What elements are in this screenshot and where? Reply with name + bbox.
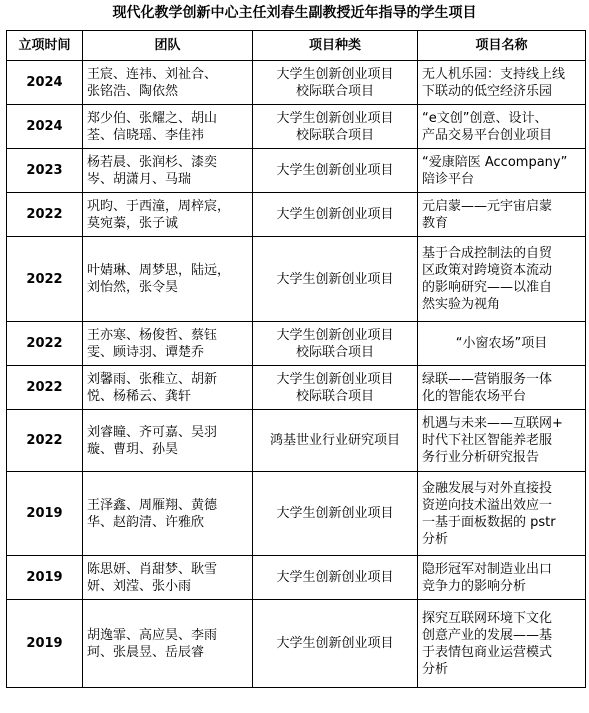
table-row bbox=[7, 322, 586, 366]
cell-team-line: 莫宛蓁，张子诚 bbox=[87, 215, 179, 231]
cell-name-line: 金融发展与对外直接投 bbox=[422, 480, 553, 496]
cell-type-line: 大学生创新创业项目 bbox=[276, 570, 394, 585]
page-title: 现代化教学创新中心主任刘春生副教授近年指导的学生项目 bbox=[112, 5, 477, 21]
cell-team-line: 王泽鑫、周雁翔、黄德 bbox=[87, 497, 218, 513]
table-row bbox=[7, 193, 586, 237]
cell-name-line: 化的智能农场平台 bbox=[422, 388, 527, 404]
cell-team-line: 杨若晨、张润杉、漆奕 bbox=[87, 154, 218, 170]
cell-type bbox=[253, 105, 418, 149]
cell-name-line: 隐形冠军对制造业出口 bbox=[422, 561, 553, 577]
cell-name bbox=[418, 600, 586, 688]
cell-name-line: 教育 bbox=[422, 215, 449, 231]
cell-team-line: 悦、杨稀云、龚轩 bbox=[87, 388, 192, 404]
cell-name-line: “小窗农场”项目 bbox=[455, 336, 548, 351]
cell-year: 2022 bbox=[7, 366, 83, 410]
cell-name-line: 区政策对跨境资本流动 bbox=[422, 263, 553, 278]
cell-year: 2022 bbox=[7, 322, 83, 366]
cell-year: 2019 bbox=[7, 472, 83, 556]
cell-type-line: 校际联合项目 bbox=[295, 388, 374, 404]
cell-type-line: 大学生创新创业项目 bbox=[276, 636, 394, 651]
cell-year: 2022 bbox=[7, 410, 83, 472]
header-type: 项目种类 bbox=[253, 31, 418, 61]
cell-name-line: 产品交易平台创业项目 bbox=[422, 127, 553, 143]
cell-team-line: 刘怡然，张令昊 bbox=[87, 280, 179, 295]
table-row bbox=[7, 366, 586, 410]
table-body bbox=[7, 61, 586, 688]
cell-name bbox=[418, 193, 586, 237]
cell-name bbox=[418, 237, 586, 322]
cell-name bbox=[418, 105, 586, 149]
cell-year: 2019 bbox=[7, 600, 83, 688]
cell-type-line: 校际联合项目 bbox=[295, 127, 374, 143]
cell-team bbox=[83, 556, 253, 600]
cell-team bbox=[83, 61, 253, 105]
cell-team bbox=[83, 366, 253, 410]
cell-name bbox=[418, 556, 586, 600]
cell-name-line: 下联动的低空经济乐园 bbox=[422, 83, 553, 99]
cell-type-line: 鸿基世业行业研究项目 bbox=[269, 433, 400, 448]
cell-team bbox=[83, 410, 253, 472]
cell-team-line: 华、赵韵清、许雅欣 bbox=[87, 514, 205, 530]
cell-type bbox=[253, 193, 418, 237]
cell-team-line: 雯、顾诗羽、谭楚乔 bbox=[87, 344, 205, 360]
cell-name-line: 创意产业的发展——基 bbox=[422, 627, 553, 643]
cell-name bbox=[418, 149, 586, 193]
table-row bbox=[7, 105, 586, 149]
cell-name-line: 分析 bbox=[422, 661, 449, 677]
cell-team-line: 王宸、连祎、刘祉合、 bbox=[87, 66, 218, 82]
cell-type bbox=[253, 237, 418, 322]
cell-team bbox=[83, 237, 253, 322]
cell-team-line: 妍、刘滢、张小雨 bbox=[87, 578, 192, 594]
projects-table bbox=[6, 30, 586, 688]
cell-team bbox=[83, 193, 253, 237]
cell-name bbox=[418, 410, 586, 472]
cell-team-line: 荃、信晓瑶、李佳祎 bbox=[87, 127, 205, 143]
cell-team-line: 岑、胡潇月、马瑞 bbox=[87, 171, 192, 187]
cell-team-line: 陈思妍、肖甜梦、耿雪 bbox=[87, 561, 218, 577]
cell-team-line: 王亦寒、杨俊哲、蔡钰 bbox=[87, 327, 218, 343]
cell-type-line: 大学生创新创业项目 bbox=[276, 163, 394, 178]
cell-name-line: 机遇与未来——互联网+ bbox=[422, 416, 563, 431]
cell-name-line: 陪诊平台 bbox=[422, 171, 475, 187]
cell-type-line: 大学生创新创业项目 bbox=[276, 110, 394, 126]
cell-type bbox=[253, 149, 418, 193]
table-row bbox=[7, 149, 586, 193]
cell-team bbox=[83, 149, 253, 193]
cell-type-line: 校际联合项目 bbox=[295, 83, 374, 99]
cell-type bbox=[253, 366, 418, 410]
cell-name bbox=[418, 366, 586, 410]
cell-name-line: 元启蒙——元宇宙启蒙 bbox=[422, 198, 553, 214]
cell-team-line: 张铭浩、陶依然 bbox=[87, 83, 179, 99]
cell-type bbox=[253, 61, 418, 105]
cell-year: 2022 bbox=[7, 193, 83, 237]
cell-name bbox=[418, 61, 586, 105]
cell-type bbox=[253, 556, 418, 600]
header-name: 项目名称 bbox=[418, 31, 586, 61]
cell-type-line: 校际联合项目 bbox=[295, 344, 374, 360]
cell-year: 2019 bbox=[7, 556, 83, 600]
header-year: 立项时间 bbox=[7, 31, 83, 61]
cell-year: 2024 bbox=[7, 105, 83, 149]
cell-type-line: 大学生创新创业项目 bbox=[276, 271, 394, 287]
cell-type bbox=[253, 322, 418, 366]
cell-type-line: 大学生创新创业项目 bbox=[276, 66, 394, 82]
cell-name-line: 基于合成控制法的自贸 bbox=[422, 246, 553, 261]
cell-team-line: 璇、曹玥、孙昊 bbox=[87, 441, 179, 457]
cell-type bbox=[253, 410, 418, 472]
table-row bbox=[7, 600, 586, 688]
cell-name-line: 的影响研究——以准自 bbox=[422, 280, 553, 295]
cell-name-line: 绿联——营销服务一体 bbox=[422, 371, 553, 387]
cell-team-line: 刘睿瞳、齐可嘉、吴羽 bbox=[87, 424, 218, 440]
table-row bbox=[7, 61, 586, 105]
cell-name-line: 时代下社区智能养老服 bbox=[422, 433, 553, 448]
table-row bbox=[7, 410, 586, 472]
cell-name-line: 于表情包商业运营模式 bbox=[422, 644, 553, 660]
table-row bbox=[7, 556, 586, 600]
cell-name bbox=[418, 472, 586, 556]
cell-team-line: 胡逸霏、高应昊、李雨 bbox=[87, 627, 218, 643]
cell-team-line: 叶婧琳、周梦思，陆远， bbox=[87, 263, 231, 278]
cell-name-line: 探究互联网环境下文化 bbox=[422, 610, 553, 626]
cell-team bbox=[83, 600, 253, 688]
table-row bbox=[7, 237, 586, 322]
cell-name-line: “e文创”创意、设计、 bbox=[422, 110, 548, 126]
cell-name-line: 资逆向技术溢出效应一 bbox=[422, 497, 553, 513]
cell-name-line: 然实验为视角 bbox=[422, 297, 501, 312]
cell-team bbox=[83, 472, 253, 556]
cell-year: 2023 bbox=[7, 149, 83, 193]
table-row bbox=[7, 472, 586, 556]
cell-year: 2024 bbox=[7, 61, 83, 105]
cell-year: 2022 bbox=[7, 237, 83, 322]
cell-type bbox=[253, 600, 418, 688]
cell-type-line: 大学生创新创业项目 bbox=[276, 327, 394, 343]
cell-type bbox=[253, 472, 418, 556]
cell-type-line: 大学生创新创业项目 bbox=[276, 207, 394, 222]
cell-name-line: 分析 bbox=[422, 531, 449, 547]
cell-team-line: 刘馨雨、张稚立、胡新 bbox=[87, 371, 218, 387]
cell-name-line: 务行业分析研究报告 bbox=[422, 450, 540, 465]
cell-team-line: 巩昀、于西潼，周梓宸， bbox=[87, 198, 231, 214]
cell-name bbox=[418, 322, 586, 366]
cell-team bbox=[83, 105, 253, 149]
cell-name-line: 竞争力的影响分析 bbox=[422, 578, 527, 594]
cell-name-line: “爱康陪医 Accompany” bbox=[422, 154, 568, 170]
cell-team bbox=[83, 322, 253, 366]
cell-team-line: 珂、张晨昱、岳辰睿 bbox=[87, 644, 205, 660]
cell-type-line: 大学生创新创业项目 bbox=[276, 506, 394, 521]
table-header-row bbox=[7, 31, 586, 61]
cell-type-line: 大学生创新创业项目 bbox=[276, 371, 394, 387]
cell-name-line: 一基于面板数据的 pstr bbox=[422, 514, 556, 530]
cell-name-line: 无人机乐园：支持线上线 bbox=[422, 66, 566, 82]
cell-team-line: 郑少伯、张耀之、胡山 bbox=[87, 110, 218, 126]
header-team: 团队 bbox=[83, 31, 253, 61]
